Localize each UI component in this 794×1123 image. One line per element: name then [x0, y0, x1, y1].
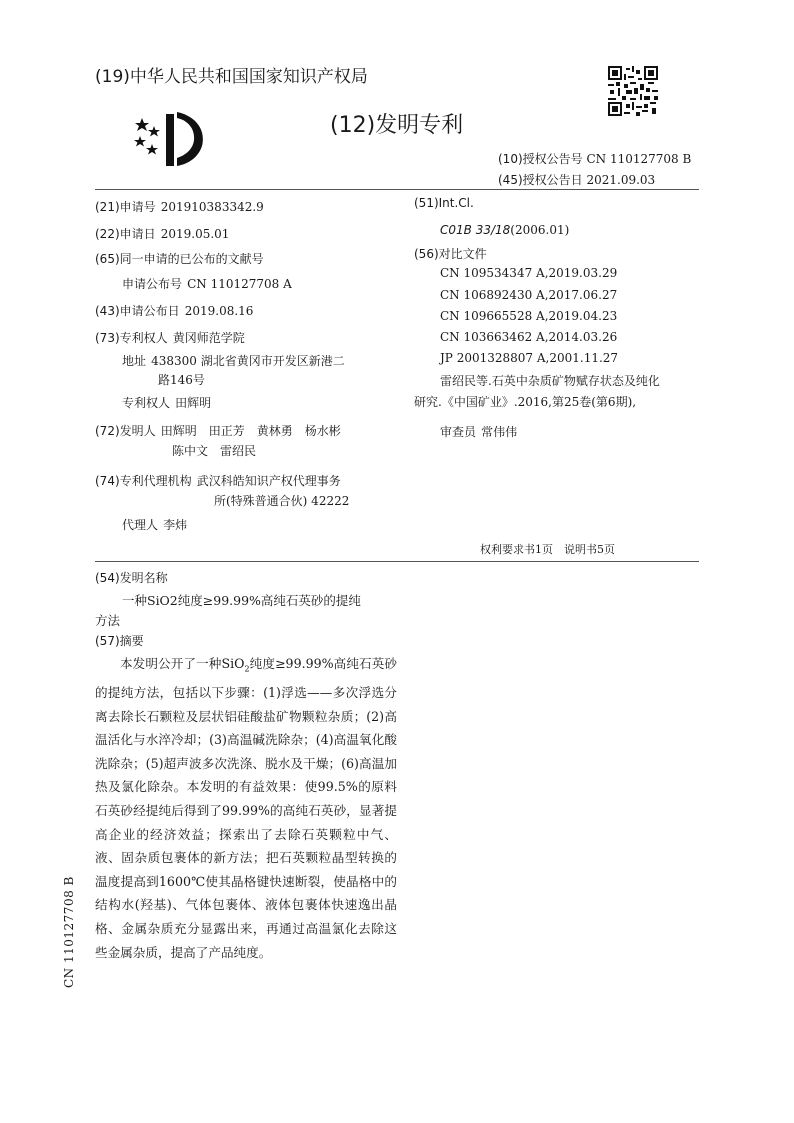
abstract-label: (57)摘要 — [95, 634, 144, 648]
address-row — [122, 350, 345, 369]
reference-item: CN 109665528 A,2019.04.23 — [440, 309, 618, 323]
grant-date: 2021.09.03 — [586, 173, 656, 187]
intcl-code: C01B 33/18 — [440, 223, 511, 237]
abstract-text — [95, 652, 397, 964]
address-line-2: 路146号 — [158, 373, 205, 387]
examiner-label: 审查员 — [440, 425, 477, 439]
grant-number: CN 110127708 B — [586, 152, 692, 166]
document-type-heading: (12)发明专利 — [330, 113, 464, 138]
application-date: 2019.05.01 — [160, 227, 230, 241]
agency-row — [95, 470, 341, 489]
inventors-row — [95, 420, 341, 439]
header-divider — [95, 189, 699, 190]
inventors-label: (72)发明人 — [95, 424, 156, 438]
qr-code-icon — [608, 66, 658, 116]
publication-number-label: 申请公布号 — [122, 277, 183, 291]
reference-item: CN 109534347 A,2019.03.29 — [440, 266, 618, 280]
publication-date-label: (43)申请公布日 — [95, 304, 180, 318]
patentee-row — [95, 327, 245, 346]
reference-item: CN 106892430 A,2017.06.27 — [440, 288, 618, 302]
inventors-line-2: 陈中文 雷绍民 — [172, 444, 257, 458]
intcl-version: (2006.01) — [510, 223, 570, 237]
agent-label: 代理人 — [122, 518, 159, 532]
application-number-row — [95, 196, 264, 215]
invention-title-line-1: 一种SiO2纯度≥99.99%高纯石英砂的提纯 — [122, 593, 361, 608]
application-date-row — [95, 223, 229, 242]
references-label: (56)对比文件 — [414, 247, 487, 261]
address-label: 地址 — [122, 354, 147, 368]
grant-number-label: (10)授权公告号 — [498, 152, 583, 166]
grant-date-row — [498, 171, 655, 188]
agency-line-1: 武汉科皓知识产权代理事务 — [196, 474, 341, 488]
intcl-label: (51)Int.Cl. — [414, 196, 474, 210]
agent-row — [122, 514, 187, 533]
office-heading: (19)中华人民共和国国家知识产权局 — [95, 67, 368, 87]
examiner: 常伟伟 — [481, 425, 518, 439]
application-date-label: (22)申请日 — [95, 227, 156, 241]
intcl-row — [440, 219, 569, 238]
reference-item: JP 2001328807 A,2001.11.27 — [440, 351, 619, 365]
reference-item: CN 103663462 A,2014.03.26 — [440, 330, 618, 344]
reference-nonpatent-line-2: 研究.《中国矿业》.2016,第25卷(第6期), — [414, 395, 637, 409]
cnipa-logo-icon — [130, 108, 206, 170]
publication-number: CN 110127708 A — [187, 277, 292, 291]
publication-number-row — [122, 273, 292, 292]
invention-title-line-2: 方法 — [95, 613, 121, 628]
patentee-label: (73)专利权人 — [95, 331, 168, 345]
application-number-label: (21)申请号 — [95, 200, 156, 214]
agent: 李炜 — [163, 518, 188, 532]
abstract-text-part-2: 纯度≥99.99%高纯石英砂的提纯方法，包括以下步骤：(1)浮选——多次浮选分离去除长石颗粒及层状铝硅酸盐矿物颗粒杂质；(2)高温活化与水淬冷却；(3)高温碱洗除杂；(4)高温氧化酸洗除杂；(5)超声波多次洗涤、脱水及干燥；(6)高温加热及氯化除杂。本发明的有益效果：使99.5%的原料石英砂经提纯后得到了99.99%的高纯石英砂，显著提高企业的经济效益；探索出了去除石英颗粒中气、液、固杂质包裹体的新方法；把石英颗粒晶型转换的温度提高到1600℃使其晶格键快速断裂，使晶格中的结构水(羟基)、气体包裹体、液体包裹体快速逸出晶格、金属杂质充分显露出来，再通过高温氯化去除这些金属杂质，提高了产品纯度。 — [95, 656, 397, 960]
application-number: 201910383342.9 — [160, 200, 264, 214]
examiner-row — [440, 421, 517, 440]
invention-title-label: (54)发明名称 — [95, 571, 168, 585]
publication-date: 2019.08.16 — [184, 304, 254, 318]
side-patent-number: CN 110127708 B — [62, 876, 76, 988]
address-line-1: 438300 湖北省黄冈市开发区新港二 — [151, 354, 345, 368]
prior-publication-label: (65)同一申请的已公布的文献号 — [95, 252, 264, 266]
grant-number-row — [498, 150, 691, 167]
patentee2-label: 专利权人 — [122, 396, 171, 410]
section-divider — [95, 561, 699, 562]
grant-date-label: (45)授权公告日 — [498, 173, 583, 187]
patentee2-row — [122, 392, 211, 411]
inventors-line-1: 田辉明 田正芳 黄林勇 杨水彬 — [160, 424, 341, 438]
page-count-note: 权利要求书1页 说明书5页 — [480, 543, 615, 556]
agency-line-2: 所(特殊普通合伙) 42222 — [214, 494, 350, 508]
abstract-subscript: 2 — [244, 664, 250, 674]
patentee: 黄冈师范学院 — [172, 331, 245, 345]
agency-label: (74)专利代理机构 — [95, 474, 192, 488]
patentee2: 田辉明 — [175, 396, 212, 410]
publication-date-row — [95, 300, 253, 319]
abstract-text-part-1: 本发明公开了一种SiO — [120, 656, 245, 671]
reference-nonpatent-line-1: 雷绍民等.石英中杂质矿物赋存状态及纯化 — [440, 374, 660, 388]
